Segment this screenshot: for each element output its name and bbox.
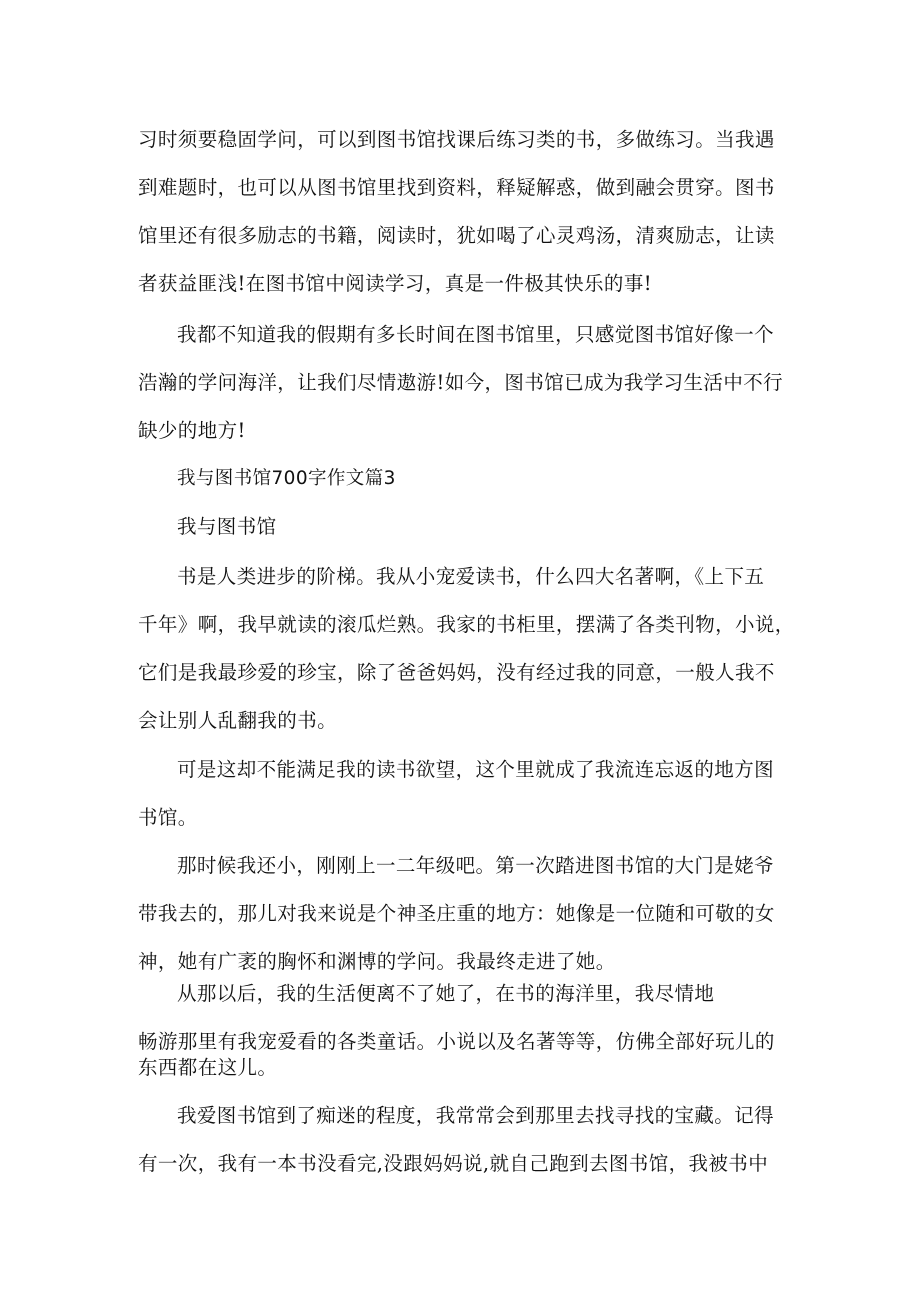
paragraph-5-line-2: 带我去的，那儿对我来说是个神圣庄重的地方：她像是一位随和可敬的女 xyxy=(138,902,775,925)
paragraph-1-line-4: 者获益匪浅!在图书馆中阅读学习，真是一件极其快乐的事! xyxy=(138,272,652,295)
paragraph-2-line-1: 我都不知道我的假期有多长时间在图书馆里，只感觉图书馆好像一个 xyxy=(177,323,775,346)
paragraph-4-line-1: 可是这却不能满足我的读书欲望，这个里就成了我流连忘返的地方图 xyxy=(177,758,775,781)
paragraph-3-line-4: 会让别人乱翻我的书。 xyxy=(138,709,338,732)
paragraph-7-line-2: 有一次，我有一本书没看完,没跟妈妈说,就自己跑到去图书馆，我被书中 xyxy=(138,1152,769,1175)
paragraph-2-line-2: 浩瀚的学问海洋，让我们尽情遨游!如今，图书馆已成为我学习生活中不行 xyxy=(138,371,784,394)
paragraph-4-line-2: 书馆。 xyxy=(138,806,198,829)
paragraph-1-line-3: 馆里还有很多励志的书籍，阅读时，犹如喝了心灵鸡汤，清爽励志，让读 xyxy=(138,224,775,247)
paragraph-1-line-2: 到难题时，也可以从图书馆里找到资料，释疑解惑，做到融会贯穿。图书 xyxy=(138,176,775,199)
paragraph-1-line-1: 习时须要稳固学问，可以到图书馆找课后练习类的书，多做练习。当我遇 xyxy=(138,128,775,151)
section-heading: 我与图书馆700字作文篇3 xyxy=(177,468,396,489)
paragraph-5-line-1: 那时候我还小，刚刚上一二年级吧。第一次踏进图书馆的大门是姥爷 xyxy=(177,854,775,877)
paragraph-3-line-2: 千年》啊，我早就读的滚瓜烂熟。我家的书柜里，摆满了各类刊物，小说， xyxy=(138,613,795,636)
paragraph-2-line-3: 缺少的地方! xyxy=(138,419,246,442)
paragraph-6-line-3: 东西都在这儿。 xyxy=(138,1056,278,1079)
paragraph-5-line-3: 神，她有广袤的胸怀和渊博的学问。我最终走进了她。 xyxy=(138,950,616,973)
paragraph-7-line-1: 我爱图书馆到了痴迷的程度，我常常会到那里去找寻找的宝藏。记得 xyxy=(177,1104,775,1127)
paragraph-6-line-1: 从那以后，我的生活便离不了她了，在书的海洋里，我尽情地 xyxy=(177,982,715,1005)
essay-title: 我与图书馆 xyxy=(177,515,277,538)
paragraph-3-line-1: 书是人类进步的阶梯。我从小宠爱读书，什么四大名著啊，《上下五 xyxy=(177,565,765,588)
paragraph-6-line-2: 畅游那里有我宠爱看的各类童话。小说以及名著等等，仿佛全部好玩儿的 xyxy=(138,1030,775,1053)
paragraph-3-line-3: 它们是我最珍爱的珍宝，除了爸爸妈妈，没有经过我的同意，一般人我不 xyxy=(138,661,775,684)
